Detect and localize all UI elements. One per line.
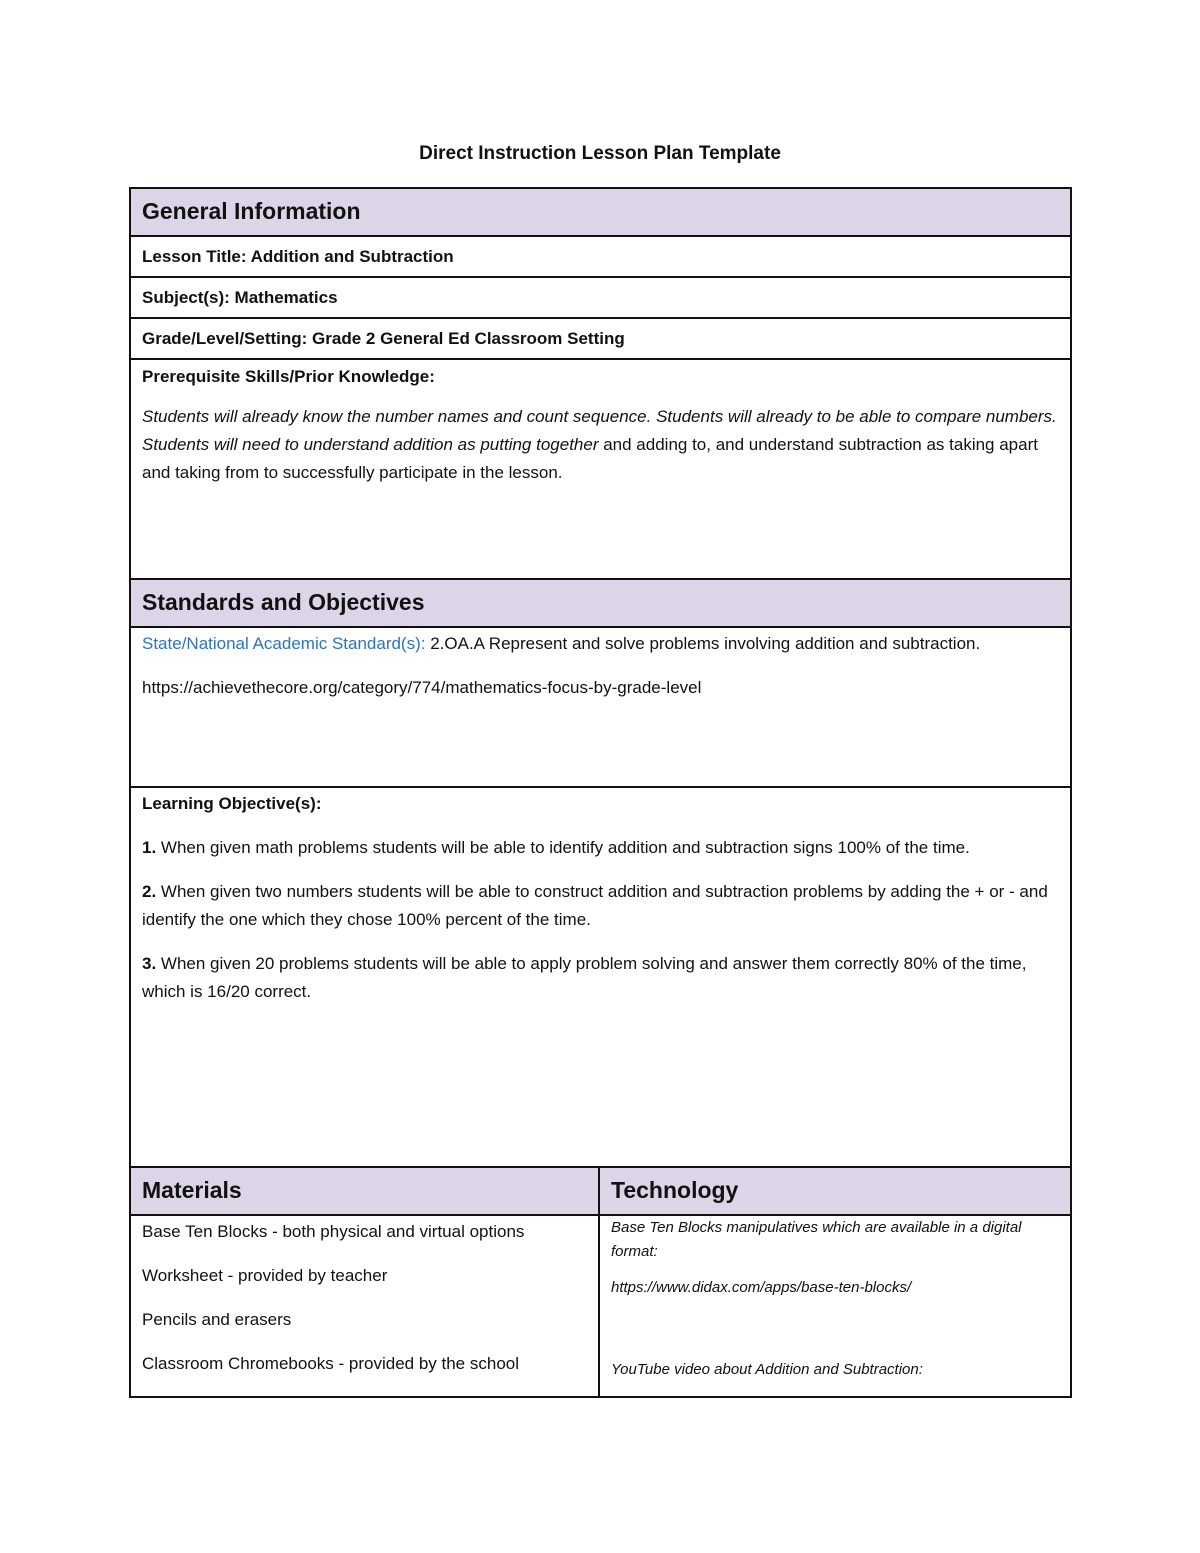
objective-number: 1. xyxy=(142,838,157,857)
section-heading: General Information xyxy=(142,198,361,224)
material-item: Pencils and erasers xyxy=(142,1310,292,1329)
prerequisite-row xyxy=(130,359,1071,579)
objectives-label: Learning Objective(s): xyxy=(142,794,322,813)
material-item: Base Ten Blocks - both physical and virtual options xyxy=(142,1222,525,1241)
material-item: Classroom Chromebooks - provided by the school xyxy=(142,1354,520,1373)
prerequisite-rest: and adding to, and understand subtraction as taking apart and taking from to successfully participate in the lesson. xyxy=(142,435,1038,482)
lesson-plan-table xyxy=(129,187,1072,1398)
spacer xyxy=(142,1246,587,1262)
grade-level-row xyxy=(130,318,1071,359)
objective-number: 3. xyxy=(142,954,157,973)
objective-number: 2. xyxy=(142,882,157,901)
materials-header xyxy=(130,1167,599,1215)
spacer xyxy=(142,862,1059,878)
section-heading: Standards and Objectives xyxy=(142,589,425,615)
standards-objectives-header xyxy=(130,579,1071,627)
technology-item: Base Ten Blocks manipulatives which are available in a digital format: xyxy=(611,1219,1022,1260)
spacer xyxy=(142,1290,587,1306)
spacer xyxy=(611,1264,1059,1276)
standard-text xyxy=(142,628,1059,658)
prerequisite-text xyxy=(142,403,1059,487)
standard-description: 2.OA.A Represent and solve problems involving addition and subtraction. xyxy=(425,634,981,653)
objective-item xyxy=(142,878,1059,934)
material-item: Worksheet - provided by teacher xyxy=(142,1266,388,1285)
objective-item xyxy=(142,834,1059,862)
technology-url: https://www.didax.com/apps/base-ten-blocks/ xyxy=(611,1279,912,1296)
spacer xyxy=(142,1334,587,1350)
spacer xyxy=(142,818,1059,834)
objectives-row xyxy=(130,787,1071,1167)
prerequisite-label: Prerequisite Skills/Prior Knowledge: xyxy=(142,367,435,386)
spacer xyxy=(142,658,1059,674)
objective-item xyxy=(142,950,1059,1006)
spacer xyxy=(142,934,1059,950)
document-title: Direct Instruction Lesson Plan Template xyxy=(419,143,781,164)
objective-text: When given two numbers students will be able to construct addition and subtraction problems by adding the + or - and identify the one which they chose 100% percent of the time. xyxy=(142,882,1048,929)
standard-label: State/National Academic Standard(s): xyxy=(142,634,426,653)
subjects: Subject(s): Mathematics xyxy=(142,288,338,307)
technology-header xyxy=(599,1167,1071,1215)
prerequisite-italic: Students will already know the number names and count sequence. Students will already to be able to compare numbers. Students will need to understand addition as putting together xyxy=(142,407,1057,454)
spacer xyxy=(611,1300,1059,1358)
objective-text: When given math problems students will be able to identify addition and subtraction signs 100% of the time. xyxy=(156,838,970,857)
lesson-title: Lesson Title: Addition and Subtraction xyxy=(142,247,454,266)
section-heading: Technology xyxy=(611,1177,739,1203)
lesson-title-row xyxy=(130,236,1071,277)
grade-level-setting: Grade/Level/Setting: Grade 2 General Ed Classroom Setting xyxy=(142,329,625,348)
section-heading: Materials xyxy=(142,1177,242,1203)
materials-list xyxy=(130,1215,599,1397)
standards-row xyxy=(130,627,1071,787)
subjects-row xyxy=(130,277,1071,318)
objective-text: When given 20 problems students will be able to apply problem solving and answer them correctly 80% of the time, which is 16/20 correct. xyxy=(142,954,1027,1001)
technology-list xyxy=(599,1215,1071,1397)
technology-item: YouTube video about Addition and Subtraction: xyxy=(611,1361,923,1378)
standard-url: https://achievethecore.org/category/774/mathematics-focus-by-grade-level xyxy=(142,678,702,697)
general-information-header xyxy=(130,188,1071,236)
